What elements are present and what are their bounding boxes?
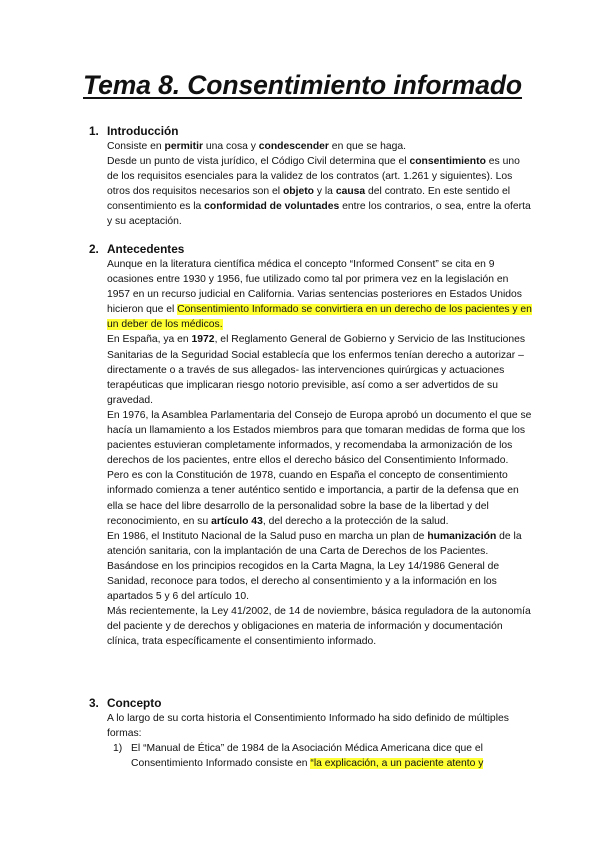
paragraph: En España, ya en 1972, el Reglamento General de Gobierno y Servicio de las Instituciones Sanitarias de la Seguridad Social establecía que los enfermos tenían derecho a autorizar –directamente o a través de sus allegados- las intervenciones quirúrgicas y actuaciones terapéuticas que implicaran riesgo notorio previsible, así como a ser advertidos de su gravedad. <box>107 334 526 406</box>
list-item: 1) El “Manual de Ética” de 1984 de la Asociación Médica Americana dice que el Consentimiento Informado consiste en “la explicación, a un paciente atento y <box>113 743 484 770</box>
section-introduccion <box>89 124 534 230</box>
paragraph: Consiste en permitir una cosa y condescender en que se haga. <box>107 141 407 152</box>
paragraph: Basándose en los principios recogidos en la Carta Magna, la Ley 14/1986 General de Sanidad, reconoce para todos, el derecho al consentimiento y a la información en los apartados 5 y 6 del artículo 10. <box>107 560 500 603</box>
document-title: Tema 8. Consentimiento informado <box>83 70 523 100</box>
paragraph: En 1976, la Asamblea Parlamentaria del Consejo de Europa aprobó un documento el que se hacía un llamamiento a los Estados miembros para que tomaran medidas de forma que los pacientes estuvieran completamente informados, y recomendaba la armonización de los derechos de los pacientes, entre ellos el derecho básico del Consentimiento Informado. <box>107 409 532 467</box>
section-body <box>107 139 534 230</box>
paragraph: Más recientemente, la Ley 41/2002, de 14 de noviembre, básica reguladora de la autonomía del paciente y de derechos y obligaciones en materia de información y documentación clínica, trata específicamente el consentimiento informado. <box>107 606 531 648</box>
paragraph: A lo largo de su corta historia el Consentimiento Informado ha sido definido de múltiples formas: <box>107 713 509 740</box>
section-body <box>107 257 534 649</box>
highlighted-text: “la explicación, a un paciente atento y <box>310 758 484 770</box>
paragraph: En 1986, el Instituto Nacional de la Salud puso en marcha un plan de humanización de la atención sanitaria, con la implantación de una Carta de Derechos de los Pacientes. <box>107 530 522 557</box>
highlighted-text: Consentimiento Informado se convirtiera en un derecho de los pacientes y en un deber de los médicos. <box>107 304 532 331</box>
section-heading: 2. Antecedentes <box>89 242 185 256</box>
section-concepto <box>89 696 534 771</box>
paragraph: Aunque en la literatura científica médica el concepto “Informed Consent” se cita en 9 ocasiones entre 1930 y 1956, fue utilizado como tal por primera vez en la legislación en 1957 en un recurso judicial en California. Varias sentencias posteriores en Estados Unidos hicieron que el Consentimiento Informado se convirtiera en un derecho de los pacientes y en un deber de los médicos. <box>107 259 532 331</box>
paragraph: Desde un punto de vista jurídico, el Código Civil determina que el consentimiento es uno de los requisitos esenciales para la validez de los contratos (art. 1.261 y siguientes). Los otros dos requisitos necesarios son el objeto y la causa del contrato. En este sentido el consentimiento es la conformidad de voluntades entre los contrarios, o sea, entre la oferta y su aceptación. <box>107 156 531 228</box>
section-antecedentes <box>89 242 534 649</box>
section-heading: 1. Introducción <box>89 124 179 138</box>
section-heading: 3. Concepto <box>89 696 162 710</box>
paragraph: Pero es con la Constitución de 1978, cuando en España el concepto de consentimiento informado comienza a tener auténtico sentido e importancia, a partir de la defensa que en ella se hace del libre desarrollo de la personalidad sobre la base de la libertad y del reconocimiento, en su artículo 43, del derecho a la protección de la salud. <box>107 470 519 527</box>
section-body <box>107 711 534 771</box>
